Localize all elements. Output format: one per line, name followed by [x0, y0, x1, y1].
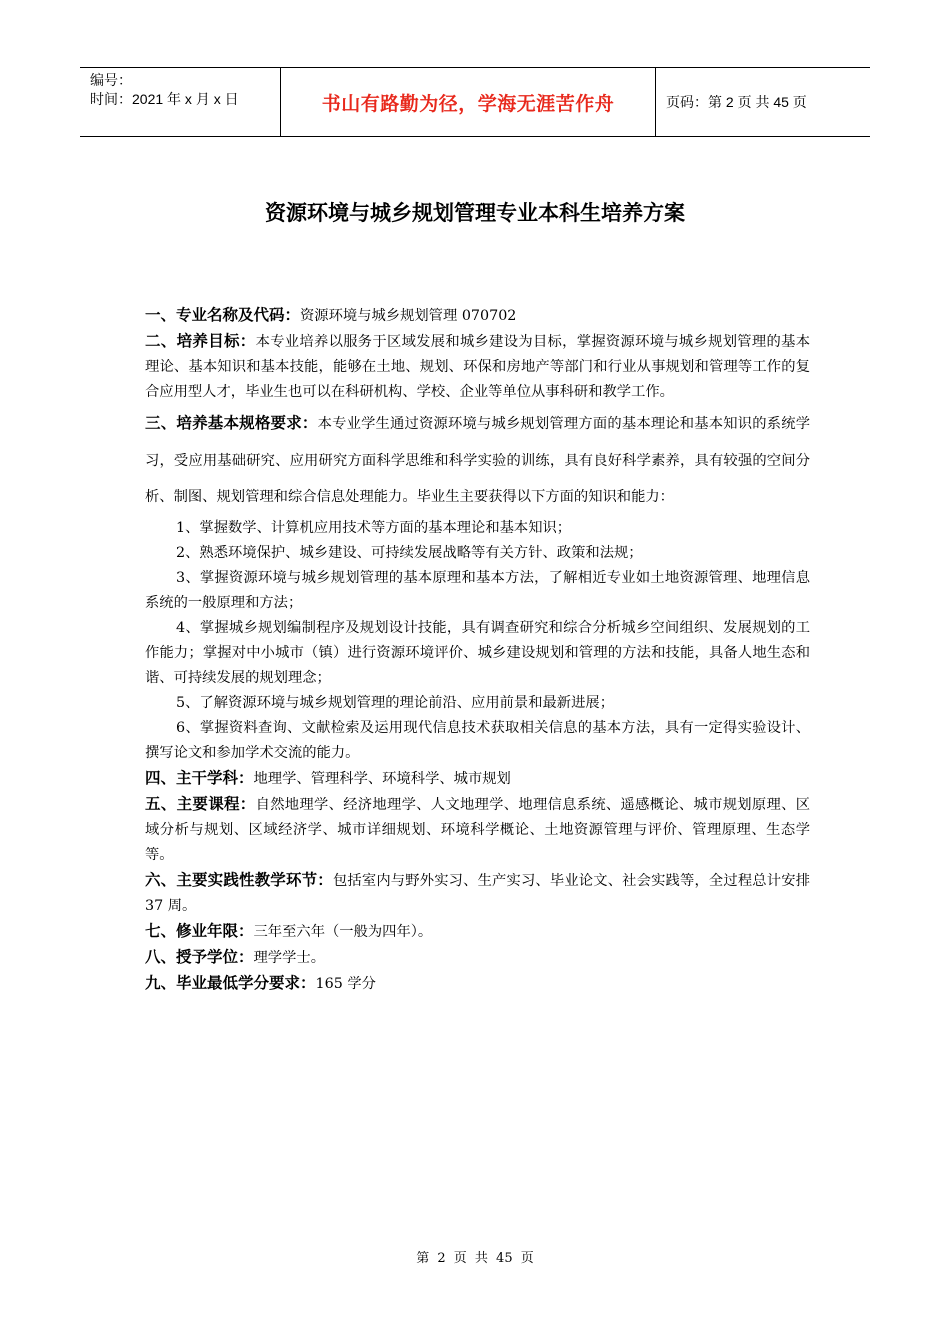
- section-objective: [145, 329, 810, 405]
- requirement-item: 3、掌握资源环境与城乡规划管理的基本原理和基本方法，了解相近专业如土地资源管理、地理信息系统的一般原理和方法；: [145, 569, 810, 611]
- section-heading: 二、培养目标：: [145, 332, 256, 350]
- section-heading: 七、修业年限：: [145, 921, 254, 940]
- requirement-item: 5、了解资源环境与城乡规划管理的理论前沿、应用前景和最新进展；: [176, 694, 614, 711]
- section-heading: 八、授予学位：: [145, 947, 254, 966]
- section-requirements: [145, 405, 810, 516]
- section-text: 理学学士。: [253, 949, 325, 966]
- section-disciplines: [145, 766, 810, 792]
- header-motto: 书山有路勤为径，学海无涯苦作舟: [321, 92, 615, 115]
- section-name-code: [145, 303, 810, 329]
- header-meta: [80, 68, 281, 136]
- requirement-item: 6、掌握资料查询、文献检索及运用现代信息技术获取相关信息的基本方法，具有一定得实验设计、撰写论文和参加学术交流的能力。: [145, 719, 810, 761]
- document-body: [145, 303, 810, 997]
- header-motto-cell: [281, 68, 656, 136]
- section-heading: 九、毕业最低学分要求：: [145, 973, 316, 992]
- page-header: [80, 67, 870, 137]
- header-page-info: 页码：第 2 页 共 45 页: [666, 94, 807, 110]
- section-text: 本专业培养以服务于区域发展和城乡建设为目标，掌握资源环境与城乡规划管理的基本理论、基本知识和基本技能，能够在土地、规划、环保和房地产等部门和行业从事规划和管理等工作的复合应用型人才，毕业生也可以在科研机构、学校、企业等单位从事科研和教学工作。: [145, 334, 810, 400]
- section-credits: [145, 971, 810, 997]
- section-text: 165 学分: [315, 975, 376, 992]
- section-heading: 一、专业名称及代码：: [145, 306, 301, 324]
- section-text: 包括室内与野外实习、生产实习、毕业论文、社会实践等，全过程总计安排 37 周。: [145, 872, 810, 914]
- section-heading: 三、培养基本规格要求：: [145, 414, 318, 432]
- document-title: 资源环境与城乡规划管理专业本科生培养方案: [265, 201, 685, 225]
- header-date: 时间：2021 年 x 月 x 日: [90, 91, 239, 107]
- section-duration: [145, 919, 810, 945]
- section-text: 自然地理学、经济地理学、人文地理学、地理信息系统、遥感概论、城市规划原理、区域分析与规划、区域经济学、城市详细规划、环境科学概论、土地资源管理与评价、管理原理、生态学等。: [145, 796, 810, 863]
- section-text: 资源环境与城乡规划管理 070702: [300, 308, 517, 324]
- section-text: 地理学、管理科学、环境科学、城市规划: [253, 770, 511, 787]
- requirement-item: 1、掌握数学、计算机应用技术等方面的基本理论和基本知识；: [176, 519, 572, 536]
- requirement-item: 2、熟悉环境保护、城乡建设、可持续发展战略等有关方针、政策和法规；: [176, 544, 643, 561]
- page-footer: 第 2 页 共 45 页: [416, 1251, 534, 1266]
- section-heading: 五、主要课程：: [145, 794, 256, 813]
- section-heading: 四、主干学科：: [145, 768, 254, 787]
- section-degree: [145, 945, 810, 971]
- section-text: 本专业学生通过资源环境与城乡规划管理方面的基本理论和基本知识的系统学习，受应用基础研究、应用研究方面科学思维和科学实验的训练，具有良好科学素养，具有较强的空间分析、制图、规划管理和综合信息处理能力。毕业生主要获得以下方面的知识和能力：: [145, 416, 810, 505]
- requirement-item: 4、掌握城乡规划编制程序及规划设计技能，具有调查研究和综合分析城乡空间组织、发展规划的工作能力；掌握对中小城市（镇）进行资源环境评价、城乡建设规划和管理的方法和技能，具备人地生态和谐、可持续发展的规划理念；: [145, 619, 810, 686]
- section-heading: 六、主要实践性教学环节：: [145, 870, 333, 889]
- section-practice: [145, 868, 810, 919]
- section-text: 三年至六年（一般为四年）。: [253, 923, 433, 940]
- header-number-label: 编号：: [90, 72, 132, 88]
- section-courses: [145, 792, 810, 868]
